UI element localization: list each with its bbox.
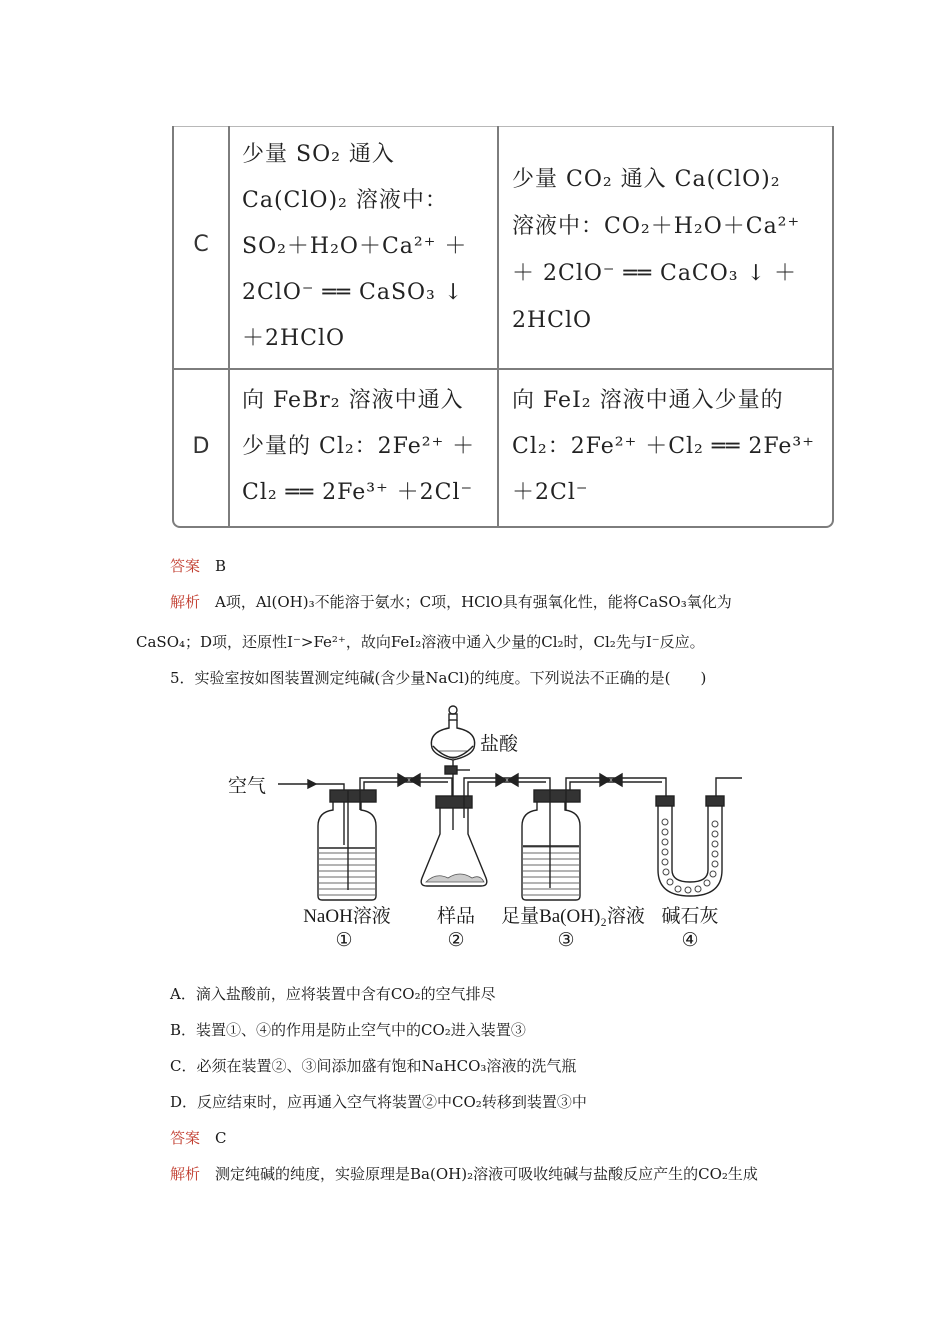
bottle-3-label: 足量Ba(OH)₂溶液 (501, 906, 645, 927)
number-1: ① (335, 930, 353, 951)
row-c-right-line: 溶液中：CO₂＋H₂O＋Ca²⁺ (512, 214, 801, 239)
analysis-label: 解析 (170, 1165, 201, 1183)
q5-stem: 5．实验室按如图装置测定纯碱(含少量NaCl)的纯度。下列说法不正确的是( ) (170, 669, 707, 687)
analysis-text: A项，Al(OH)₃不能溶于氨水；C项，HClO具有强氧化性，能将CaSO₃氧化为 (215, 593, 732, 611)
row-c-right-line: 少量 CO₂ 通入 Ca(ClO)₂ (512, 167, 781, 192)
row-c-left-cell (242, 132, 467, 362)
row-c-right-line: 2HClO (512, 308, 593, 333)
row-c-left-line: 2ClO⁻ ══ CaSO₃ ↓ (242, 280, 464, 305)
row-d-right-cell (512, 378, 815, 516)
flask-label: 样品 (436, 906, 476, 927)
row-label-d: D (192, 434, 210, 459)
column-divider (497, 126, 499, 368)
number-2: ② (447, 930, 465, 951)
number-3: ③ (557, 930, 575, 951)
q4-analysis-line2: CaSO₄；D项，还原性I⁻>Fe²⁺，故向FeI₂溶液中通入少量的Cl₂时，Cl₂先与I⁻反应。 (136, 633, 705, 651)
bottle-3 (522, 790, 580, 900)
u-tube-label: 碱石灰 (661, 906, 719, 927)
row-label-c: C (193, 232, 209, 257)
air-label: 空气 (228, 776, 267, 797)
apparatus-diagram (220, 700, 765, 962)
column-divider (228, 370, 230, 526)
clamp-icon (600, 774, 622, 786)
analysis-text: 测定纯碱的纯度，实验原理是Ba(OH)₂溶液可吸收纯碱与盐酸反应产生的CO₂生成 (215, 1165, 758, 1183)
q4-answer (170, 556, 226, 576)
row-c-left-line: SO₂＋H₂O＋Ca²⁺ ＋ (242, 234, 468, 259)
option-b: B．装置①、④的作用是防止空气中的CO₂进入装置③ (170, 1021, 526, 1039)
number-4: ④ (681, 930, 699, 951)
answer-label: 答案 (170, 1129, 201, 1147)
row-c-left-line: ＋2HClO (242, 326, 346, 351)
row-d-left-line: 少量的 Cl₂：2Fe²⁺ ＋ (242, 434, 476, 459)
conical-flask (421, 796, 487, 886)
tube-1-2-inner (364, 782, 448, 790)
row-d-right-line: Cl₂：2Fe²⁺ ＋Cl₂ ══ 2Fe³⁺ (512, 434, 815, 459)
apparatus-svg (220, 700, 765, 962)
answer-label: 答案 (170, 557, 201, 575)
row-d-left-cell (242, 378, 475, 516)
q5-answer (170, 1128, 227, 1148)
analysis-label: 解析 (170, 593, 201, 611)
row-c-left-line: Ca(ClO)₂ 溶液中： (242, 188, 448, 213)
answer-value: B (215, 557, 227, 575)
option-c: C．必须在装置②、③间添加盛有饱和NaHCO₃溶液的洗气瓶 (170, 1057, 577, 1075)
bottle-1 (318, 790, 376, 900)
arrow-head-icon (308, 780, 316, 788)
q4-analysis-line1 (170, 592, 732, 612)
column-divider (228, 126, 230, 368)
column-divider (497, 370, 499, 526)
u-tube (656, 778, 742, 896)
clamp-icon (398, 774, 420, 786)
row-c-left-line: 少量 SO₂ 通入 (242, 142, 395, 167)
row-d-left-line: 向 FeBr₂ 溶液中通入 (242, 388, 464, 413)
q5-analysis-line1 (170, 1164, 758, 1184)
table-row-c (174, 126, 832, 370)
row-c-right-cell (512, 156, 800, 344)
row-c-right-line: ＋ 2ClO⁻ ══ CaCO₃ ↓ ＋ (512, 261, 798, 286)
table-row-d (174, 370, 832, 526)
row-d-right-line: 向 FeI₂ 溶液中通入少量的 (512, 388, 784, 413)
comparison-table (172, 126, 834, 528)
row-d-right-line: ＋2Cl⁻ (512, 480, 589, 505)
clamp-icon (496, 774, 518, 786)
answer-value: C (215, 1129, 227, 1147)
option-d: D．反应结束时，应再通入空气将装置②中CO₂转移到装置③中 (170, 1093, 587, 1111)
acid-label: 盐酸 (480, 734, 519, 755)
row-d-left-line: Cl₂ ══ 2Fe³⁺ ＋2Cl⁻ (242, 480, 474, 505)
bottle-1-label: NaOH溶液 (303, 906, 391, 927)
option-a: A．滴入盐酸前，应将装置中含有CO₂的空气排尽 (170, 985, 496, 1003)
